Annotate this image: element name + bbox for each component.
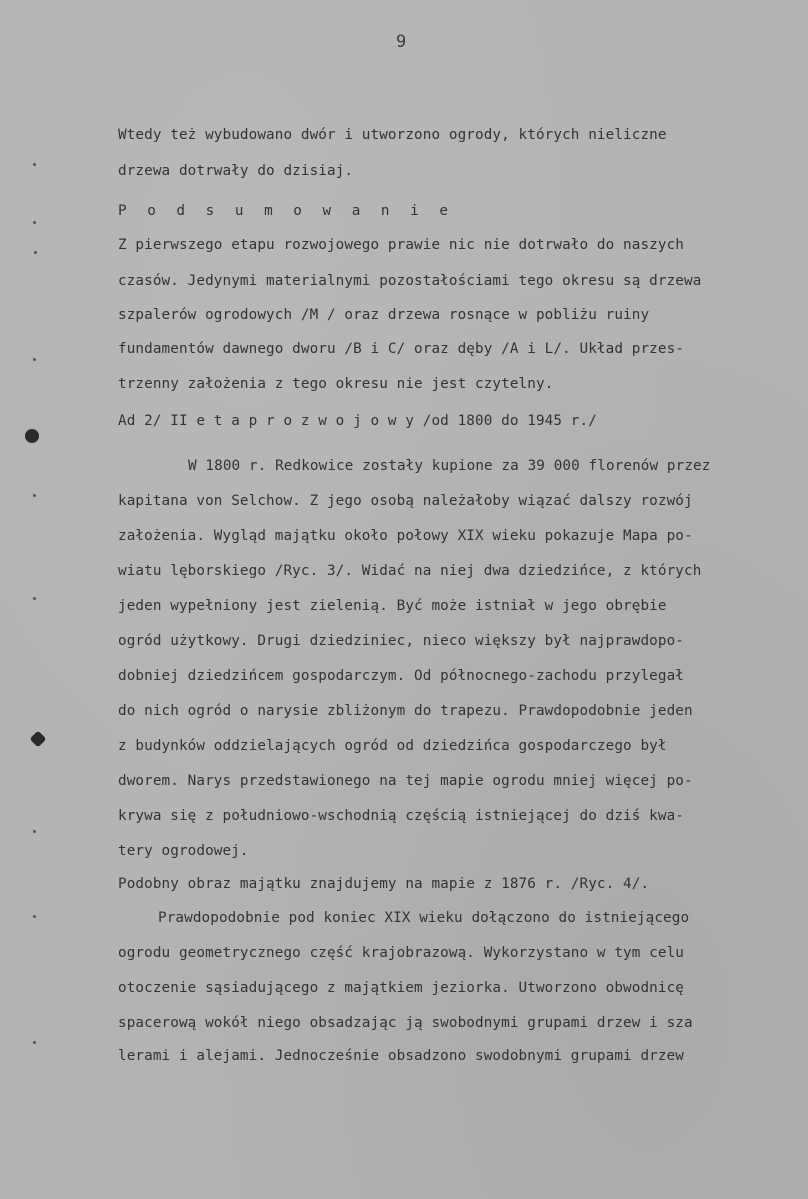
text-line: Wtedy też wybudowano dwór i utworzono ogrody, których nieliczne [118,127,667,143]
margin-dot [33,221,36,224]
text-line: kapitana von Selchow. Z jego osobą należałoby wiązać dalszy rozwój [118,493,693,509]
margin-dot [33,830,36,833]
text-line: lerami i alejami. Jednocześnie obsadzono swodobnymi grupami drzew [118,1048,684,1064]
text-line: drzewa dotrwały do dzisiaj. [118,163,354,179]
text-line: do nich ogród o narysie zbliżonym do trapezu. Prawdopodobnie jeden [118,703,693,719]
text-line: trzenny założenia z tego okresu nie jest czytelny. [118,376,554,392]
text-line: czasów. Jedynymi materialnymi pozostałościami tego okresu są drzewa [118,273,702,289]
punch-hole [30,731,47,748]
text-line: Prawdopodobnie pod koniec XIX wieku dołączono do istniejącego [158,910,690,926]
text-line: ogród użytkowy. Drugi dziedziniec, nieco większy był najprawdopo- [118,633,684,649]
margin-dot [33,1041,36,1044]
text-line: otoczenie sąsiadującego z majątkiem jeziorka. Utworzono obwodnicę [118,980,684,996]
page-number: 9 [396,32,407,52]
margin-dot [33,597,36,600]
text-line: dworem. Narys przedstawionego na tej mapie ogrodu mniej więcej po- [118,773,693,789]
text-line: z budynków oddzielających ogród od dziedzińca gospodarczego był [118,738,667,754]
margin-dot [33,358,36,361]
margin-dot [33,494,36,497]
margin-dot [33,163,36,166]
margin-dot [33,915,36,918]
text-line: tery ogrodowej. [118,843,249,859]
text-line: ogrodu geometrycznego część krajobrazową. Wykorzystano w tym celu [118,945,684,961]
text-line: założenia. Wygląd majątku około połowy XIX wieku pokazuje Mapa po- [118,528,693,544]
text-line: W 1800 r. Redkowice zostały kupione za 39 000 florenów przez [188,458,711,474]
text-line: spacerową wokół niego obsadzając ją swobodnymi grupami drzew i sza [118,1015,693,1031]
text-line: krywa się z południowo-wschodnią częścią istniejącej do dziś kwa- [118,808,684,824]
margin-dot [34,251,37,254]
text-line: szpalerów ogrodowych /M / oraz drzewa rosnące w pobliżu ruiny [118,307,650,323]
text-line: Z pierwszego etapu rozwojowego prawie nic nie dotrwało do naszych [118,237,684,253]
section-heading: Ad 2/ II e t a p r o z w o j o w y /od 1800 do 1945 r./ [118,413,597,429]
section-heading: P o d s u m o w a n i e [118,203,454,219]
text-line: jeden wypełniony jest zielenią. Być może istniał w jego obrębie [118,598,667,614]
text-line: fundamentów dawnego dworu /B i C/ oraz dęby /A i L/. Układ przes- [118,341,684,357]
punch-hole [25,429,39,443]
text-line: Podobny obraz majątku znajdujemy na mapie z 1876 r. /Ryc. 4/. [118,876,650,892]
text-line: wiatu lęborskiego /Ryc. 3/. Widać na niej dwa dziedzińce, z których [118,563,702,579]
text-line: dobniej dziedzińcem gospodarczym. Od północnego-zachodu przylegał [118,668,684,684]
